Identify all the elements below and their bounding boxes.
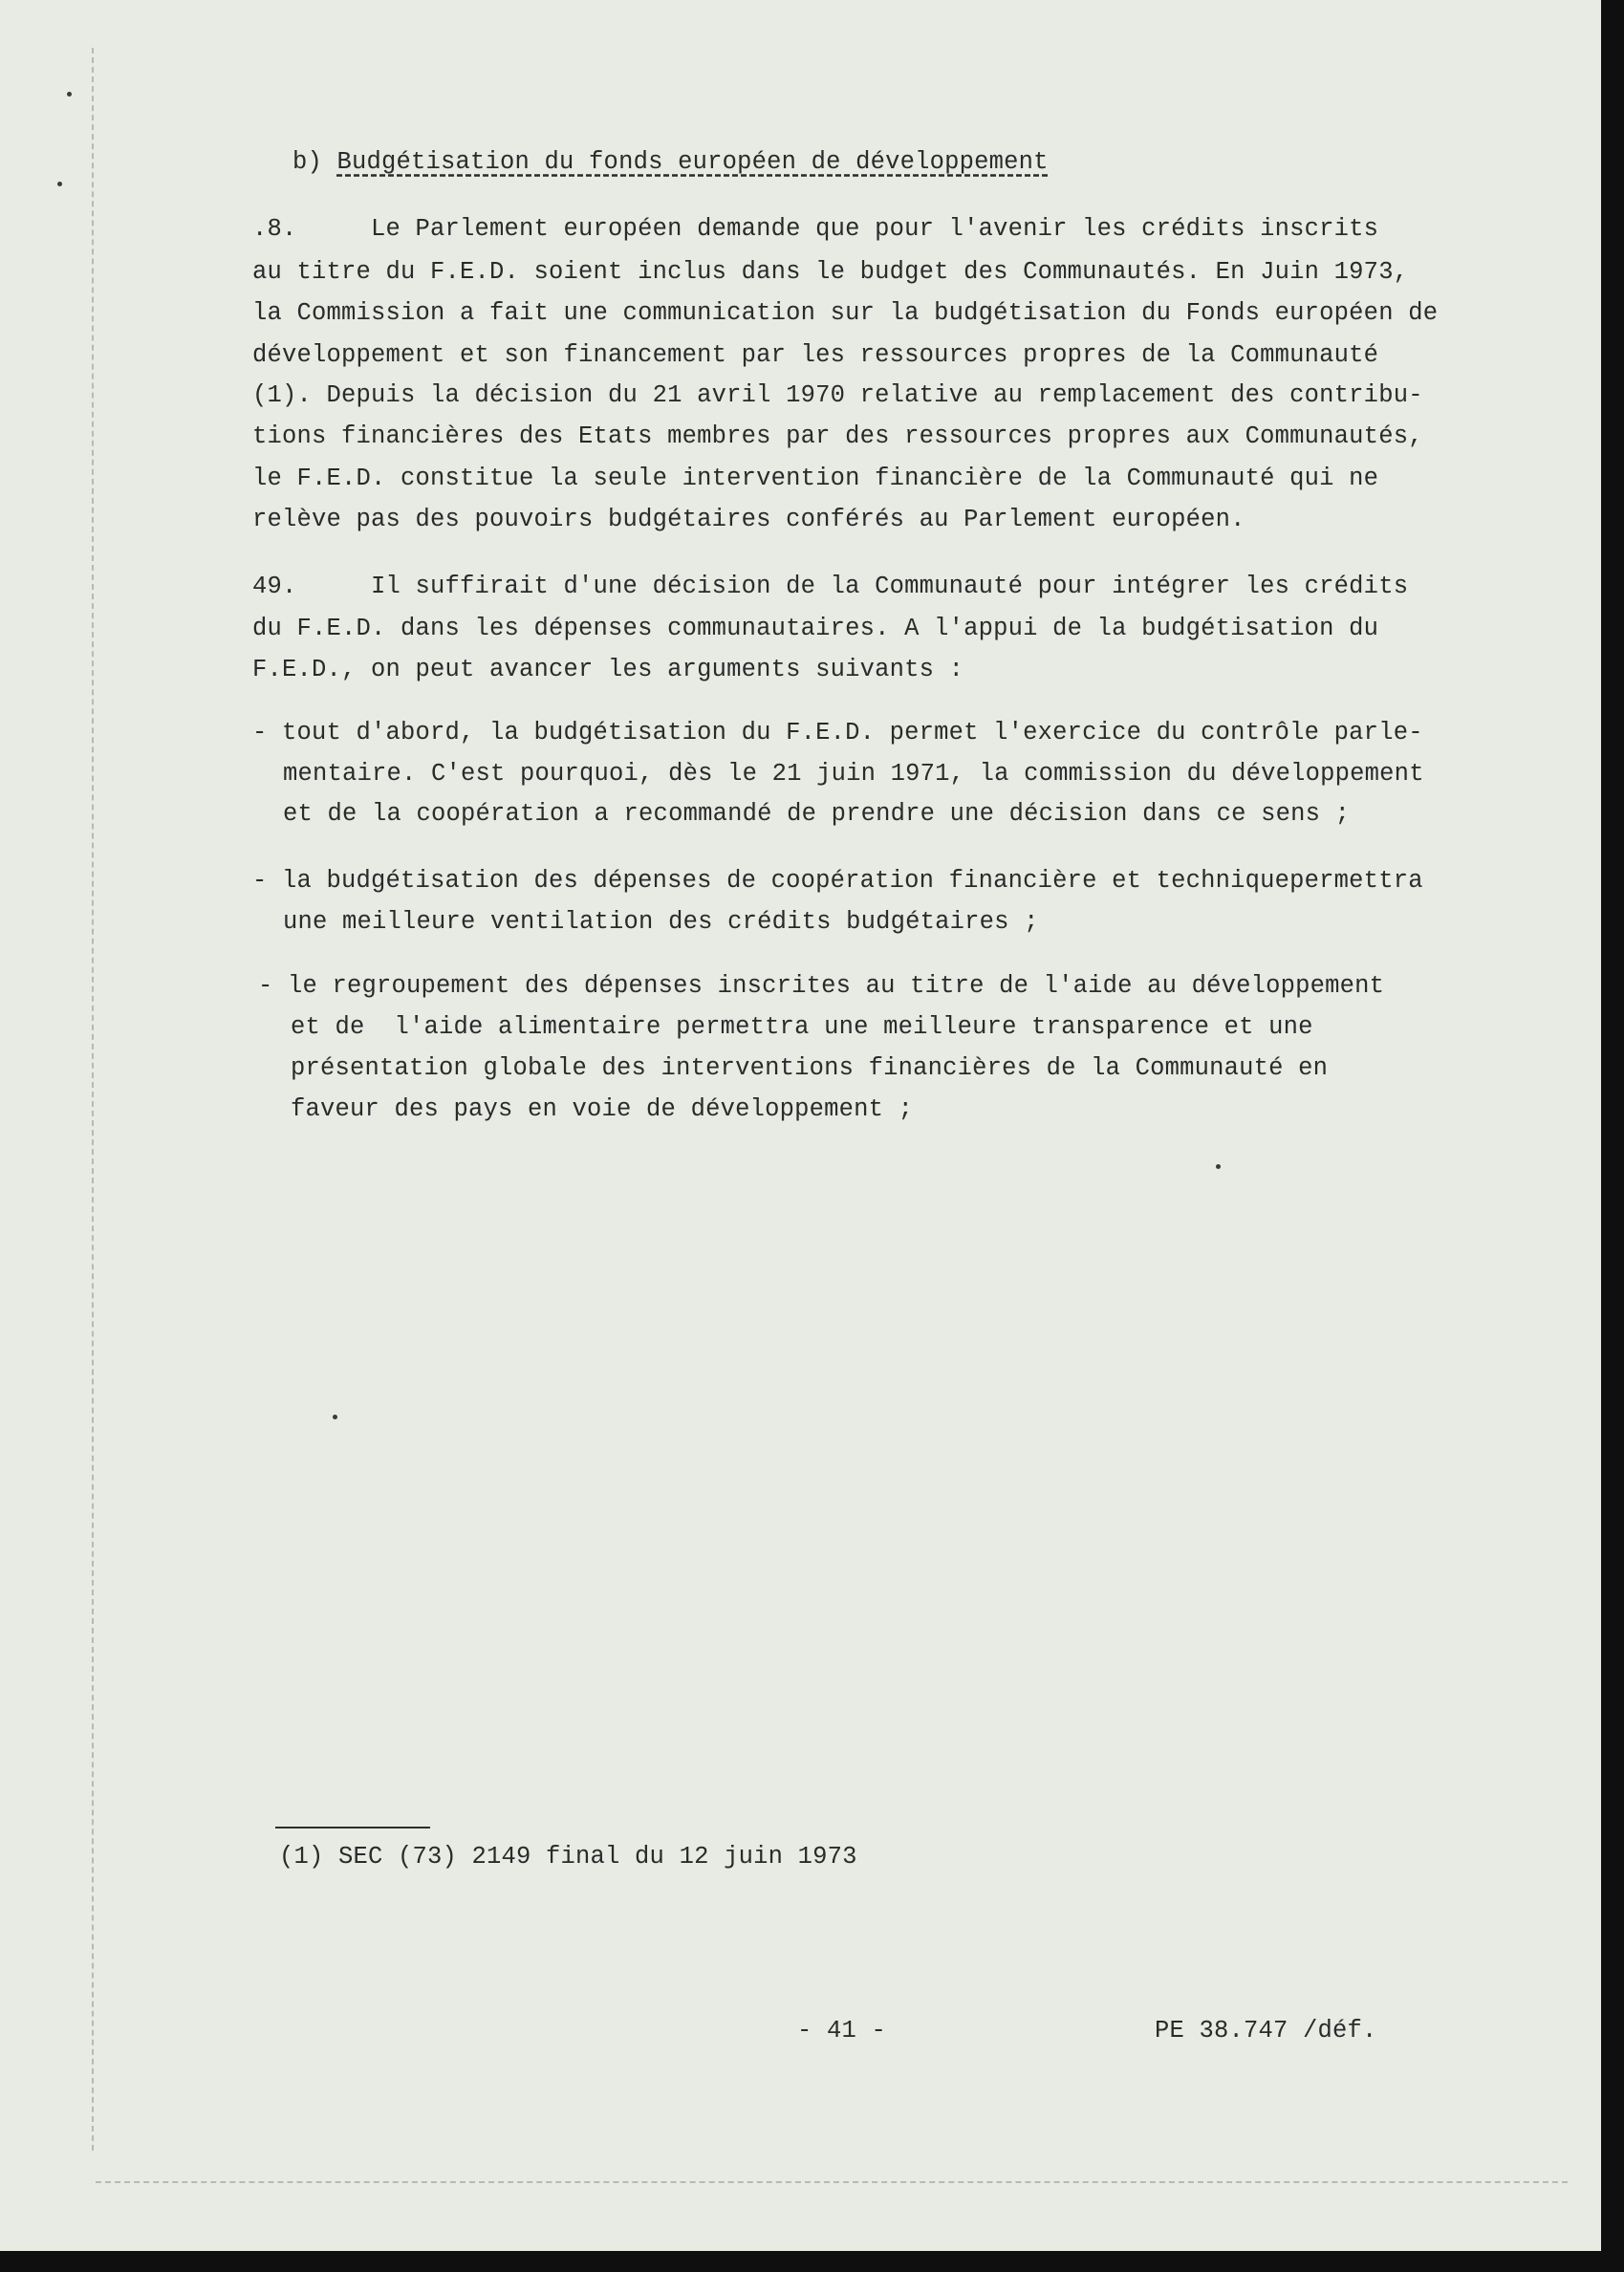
paragraph-line: 49. Il suffirait d'une décision de la Communauté pour intégrer les crédits bbox=[252, 573, 1409, 600]
footnote: (1) SEC (73) 2149 final du 12 juin 1973 bbox=[279, 1843, 857, 1871]
paragraph-line: (1). Depuis la décision du 21 avril 1970 relative au remplacement des contribu- bbox=[252, 381, 1423, 409]
scan-speck bbox=[57, 182, 62, 186]
paragraph-line: la Commission a fait une communication sur la budgétisation du Fonds européen de bbox=[252, 299, 1439, 327]
bullet-line: présentation globale des interventions financières de la Communauté en bbox=[291, 1054, 1329, 1082]
footnote-separator bbox=[275, 1827, 430, 1828]
scan-speck bbox=[67, 92, 72, 97]
paragraph-line: relève pas des pouvoirs budgétaires conférés au Parlement européen. bbox=[252, 506, 1245, 533]
bullet-line: - la budgétisation des dépenses de coopération financière et techniquepermettra bbox=[252, 867, 1423, 895]
bullet-line: - le regroupement des dépenses inscrites au titre de l'aide au développement bbox=[258, 972, 1385, 1000]
paragraph-line: F.E.D., on peut avancer les arguments suivants : bbox=[252, 656, 964, 683]
bullet-line: - tout d'abord, la budgétisation du F.E.D. permet l'exercice du contrôle parle- bbox=[252, 719, 1423, 747]
bullet-line: et de la coopération a recommandé de prendre une décision dans ce sens ; bbox=[283, 800, 1351, 828]
scan-border-right bbox=[1601, 0, 1624, 2272]
bottom-dashed-line bbox=[96, 2181, 1568, 2183]
scan-speck bbox=[333, 1415, 337, 1419]
heading-prefix: b) bbox=[292, 148, 337, 176]
paragraph-line: développement et son financement par les ressources propres de la Communauté bbox=[252, 341, 1379, 369]
left-margin-dashed-line bbox=[92, 48, 94, 2151]
paragraph-line: du F.E.D. dans les dépenses communautaires. A l'appui de la budgétisation du bbox=[252, 615, 1379, 642]
bullet-line: faveur des pays en voie de développement ; bbox=[291, 1095, 914, 1123]
page-number: - 41 - bbox=[797, 2017, 887, 2045]
section-heading bbox=[292, 148, 1049, 177]
heading-title: Budgétisation du fonds européen de développement bbox=[336, 148, 1049, 176]
scan-speck bbox=[1216, 1164, 1221, 1169]
paragraph-line: .8. Le Parlement européen demande que pour l'avenir les crédits inscrits bbox=[252, 215, 1379, 243]
scan-border-bottom bbox=[0, 2251, 1624, 2272]
paragraph-line: tions financières des Etats membres par des ressources propres aux Communautés, bbox=[252, 422, 1423, 450]
paragraph-line: au titre du F.E.D. soient inclus dans le budget des Communautés. En Juin 1973, bbox=[252, 258, 1409, 286]
bullet-line: mentaire. C'est pourquoi, dès le 21 juin 1971, la commission du développement bbox=[283, 760, 1424, 788]
bullet-line: et de l'aide alimentaire permettra une meilleure transparence et une bbox=[291, 1013, 1313, 1041]
document-reference: PE 38.747 /déf. bbox=[1155, 2017, 1377, 2045]
bullet-line: une meilleure ventilation des crédits budgétaires ; bbox=[283, 908, 1039, 936]
paragraph-line: le F.E.D. constitue la seule intervention financière de la Communauté qui ne bbox=[252, 465, 1379, 492]
